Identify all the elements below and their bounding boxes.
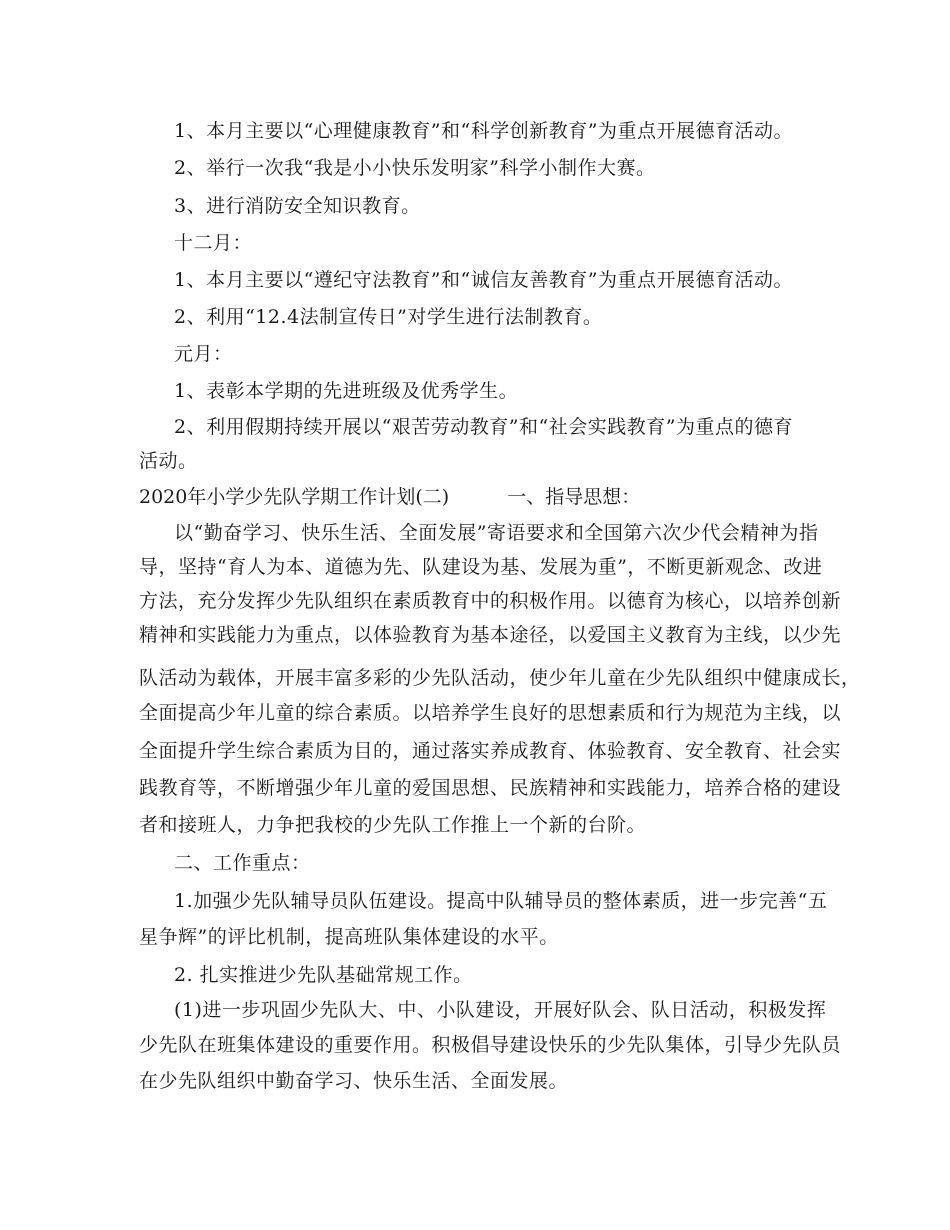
paragraph-line: 1、本月主要以“心理健康教育”和“科学创新教育”为重点开展德育活动。 (174, 120, 793, 142)
paragraph-line: 全面提高少年儿童的综合素质。以培养学生良好的思想素质和行为规范为主线，以 (139, 702, 842, 724)
paragraph-line: (1)进一步巩固少先队大、中、小队建设，开展好队会、队日活动，积极发挥 (174, 999, 827, 1021)
month-heading: 十二月： (174, 232, 253, 254)
paragraph-line: 精神和实践能力为重点，以体验教育为基本途径，以爱国主义教育为主线，以少先 (139, 624, 842, 646)
paragraph-line: 1.加强少先队辅导员队伍建设。提高中队辅导员的整体素质，进一步完善“五 (174, 890, 828, 912)
paragraph-line: 队活动为载体，开展丰富多彩的少先队活动，使少年儿童在少先队组织中健康成长， (139, 667, 861, 689)
paragraph-line: 者和接班人，力争把我校的少先队工作推上一个新的台阶。 (139, 814, 647, 836)
paragraph-line: 1、本月主要以“遵纪守法教育”和“诚信友善教育”为重点开展德育活动。 (174, 269, 793, 291)
month-heading: 元月： (174, 343, 233, 365)
document-title-line (139, 484, 640, 510)
section-heading: 一、指导思想： (507, 486, 641, 508)
paragraph-line: 全面提升学生综合素质为目的，通过落实养成教育、体验教育、安全教育、社会实 (139, 740, 842, 762)
paragraph-line: 2. 扎实推进少先队基础常规工作。 (174, 964, 473, 986)
section-heading: 二、工作重点： (174, 852, 311, 874)
paragraph-line: 活动。 (139, 450, 198, 472)
document-title: 2020年小学少先队学期工作计划(二) (139, 486, 450, 508)
paragraph-line: 1、表彰本学期的先进班级及优秀学生。 (174, 380, 519, 402)
paragraph-line: 2、利用“12.4法制宣传日”对学生进行法制教育。 (174, 306, 603, 328)
paragraph-line: 2、利用假期持续开展以“艰苦劳动教育”和“社会实践教育”为重点的德育 (174, 416, 793, 438)
paragraph-line: 2、举行一次我“我是小小快乐发明家”科学小制作大赛。 (174, 157, 656, 179)
paragraph-line: 少先队在班集体建设的重要作用。积极倡导建设快乐的少先队集体，引导少先队员 (139, 1034, 842, 1056)
paragraph-line: 践教育等，不断增强少年儿童的爱国思想、民族精神和实践能力，培养合格的建设 (139, 777, 842, 799)
paragraph-line: 在少先队组织中勤奋学习、快乐生活、全面发展。 (139, 1070, 569, 1092)
paragraph-line: 以“勤奋学习、快乐生活、全面发展”寄语要求和全国第六次少代会精神为指 (174, 522, 819, 544)
paragraph-line: 方法，充分发挥少先队组织在素质教育中的积极作用。以德育为核心，以培养创新 (139, 590, 842, 612)
paragraph-line: 3、进行消防安全知识教育。 (174, 195, 421, 217)
paragraph-line: 星争辉”的评比机制，提高班队集体建设的水平。 (139, 926, 559, 948)
paragraph-line: 导，坚持“育人为本、道德为先、队建设为基、发展为重”，不断更新观念、改进 (139, 556, 823, 578)
